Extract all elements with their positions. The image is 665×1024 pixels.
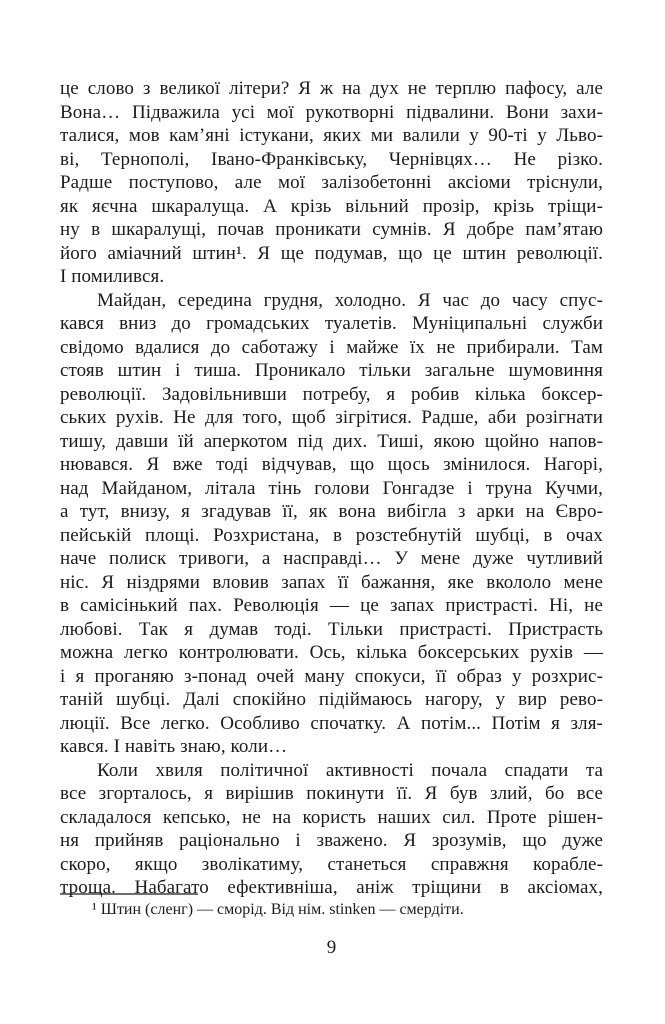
text-line: все згорталось, я вирішив покинути її. Я був злий, бо все [60, 783, 603, 804]
text-line: можна легко контролювати. Ось, кілька боксерських рухів — [60, 642, 603, 663]
text-line: талися, мов кам’яні істукани, яких ми валили у 90-ті у Льво- [60, 125, 603, 146]
page-number: 9 [326, 936, 337, 958]
text-line: ня прийняв раціонально і зважено. Я зрозумів, що дуже [60, 830, 603, 851]
text-line: ських рухів. Не для того, щоб зігрітися. Радше, аби розігнати [60, 407, 603, 428]
paragraphs-container [60, 77, 603, 900]
text-line: нювався. Я вже тоді відчував, що щось змінилося. Нагорі, [60, 454, 603, 475]
text-line: Радше поступово, але мої залізобетонні аксіоми тріснули, [60, 172, 603, 193]
text-line: Вона… Підважила усі мої рукотворні підвалини. Вони захи- [60, 101, 603, 123]
text-line: його аміачний штин¹. Я ще подумав, що це штин революції. [60, 242, 603, 264]
text-line: ві, Тернополі, Івано-Франківську, Чернівцях… Не різко. [60, 148, 603, 170]
text-line: тишу, давши їй аперкотом під дих. Тиші, якою щойно напов- [60, 430, 603, 452]
text-line: складалося кепсько, не на користь наших сил. Проте рішен- [60, 806, 603, 828]
text-line: пейській площі. Розхристана, в розстебнутій шубці, в очах [60, 524, 603, 546]
text-line: скоро, якщо зволікатиму, станеться справжня корабле- [60, 853, 603, 875]
text-line: Коли хвиля політичної активності почала спадати та [97, 759, 603, 781]
text-line: ніс. Я ніздрями вловив запах її бажання, яке вкололо мене [60, 571, 603, 593]
text-line: стояв штин і тиша. Проникало тільки загальне шумовиння [60, 360, 603, 381]
text-line: свідомо вдалися до саботажу і майже їх не прибирали. Там [60, 336, 603, 358]
text-line: любові. Так я думав тоді. Тільки пристрасті. Пристрасть [60, 618, 603, 640]
paragraph [60, 289, 603, 759]
paragraph [60, 77, 603, 289]
text-line: над Майданом, літала тінь голови Гонгадзе і труна Кучми, [60, 477, 603, 499]
text-line: ну в шкаралущі, почав проникати сумнів. Я добре пам’ятаю [60, 219, 603, 240]
text-line: троща. Набагато ефективніша, аніж тріщини в аксіомах, [60, 877, 603, 898]
text-line: в самісінький пах. Революція — це запах пристрасті. Ні, не [60, 595, 603, 616]
paragraph [60, 759, 603, 900]
text-line: кався вниз до громадських туалетів. Муніципальні служби [60, 313, 603, 334]
text-line: люції. Все легко. Особливо спочатку. А потім... Потім я зля- [60, 712, 603, 734]
text-line: І помилився. [60, 266, 165, 287]
text-line: кався. І навіть знаю, коли… [60, 736, 288, 757]
text-line: це слово з великої літери? Я ж на дух не терплю пафосу, але [60, 78, 603, 99]
text-line: як яєчна шкаралуща. А крізь вільний прозір, крізь тріщи- [60, 195, 603, 217]
text-line: і я проганяю з-понад очей ману спокуси, її образ у розхрис- [60, 665, 603, 687]
text-line: таній шубці. Далі спокійно підіймаюсь нагору, у вир рево- [60, 689, 603, 710]
text-line: а тут, внизу, я згадував її, як вона вибігла з арки на Євро- [60, 501, 603, 522]
text-line: наче полиск тривоги, а насправді… У мене дуже чутливий [60, 548, 603, 569]
text-line: революції. Задовільнивши потребу, я робив кілька боксер- [60, 383, 603, 405]
text-line: Майдан, середина грудня, холодно. Я час до часу спус- [97, 289, 603, 311]
footnote: ¹ Штин (сленг) — сморід. Від нім. stinken — смердіти. [92, 900, 464, 918]
body-text [60, 77, 603, 959]
